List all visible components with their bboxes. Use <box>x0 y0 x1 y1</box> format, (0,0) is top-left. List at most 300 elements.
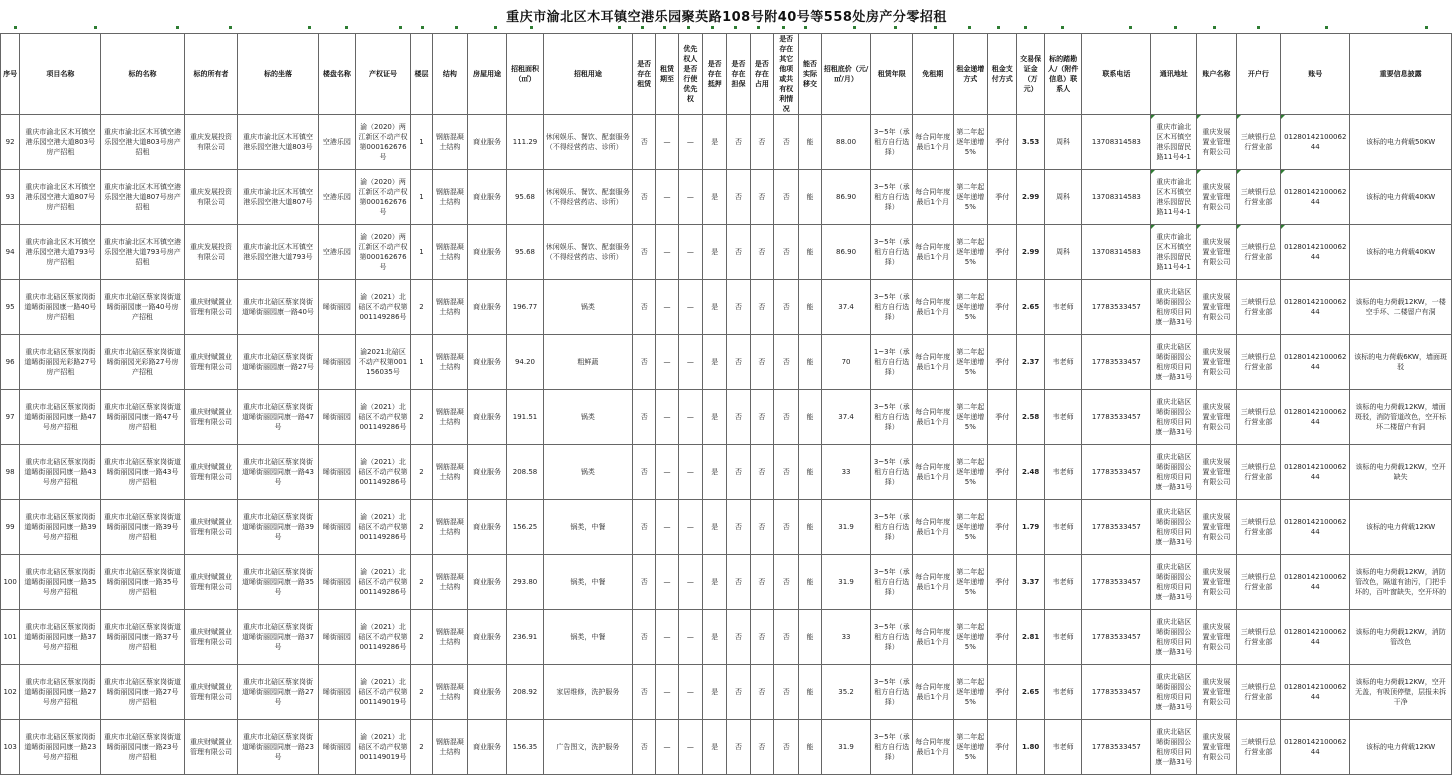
table-cell[interactable]: 97 <box>1 390 20 445</box>
table-cell[interactable]: 2.99 <box>1017 170 1044 225</box>
table-cell[interactable]: 35.2 <box>821 665 871 720</box>
table-cell[interactable]: 晞街丽园 <box>318 280 356 335</box>
table-cell[interactable]: 重庆市北碚区蔡家岗街道晞街丽园同康一路43号房产招租 <box>101 445 184 500</box>
table-cell[interactable]: 重庆发展置业管理有限公司 <box>1197 720 1237 775</box>
table-cell[interactable]: 是 <box>703 665 727 720</box>
table-cell[interactable]: 95.68 <box>507 170 544 225</box>
table-cell[interactable]: 否 <box>633 225 656 280</box>
table-cell[interactable]: 该标的电力荷载12KW，一楼空手坏、二楼留户有洞 <box>1350 280 1452 335</box>
table-cell[interactable]: 晞街丽园 <box>318 665 356 720</box>
table-cell[interactable]: 商业服务 <box>467 390 507 445</box>
table-cell[interactable]: 锅类 <box>543 445 632 500</box>
table-cell[interactable]: 重庆发展置业管理有限公司 <box>1197 170 1237 225</box>
table-cell[interactable]: 季付 <box>988 610 1017 665</box>
table-cell[interactable]: 该标的电力荷载12KW，消防管改色，隔道有油污，门把手坏的，百叶窗缺失，空开坏的 <box>1350 555 1452 610</box>
column-header[interactable]: 产权证号 <box>356 34 411 115</box>
table-cell[interactable]: 晞街丽园 <box>318 720 356 775</box>
table-cell[interactable]: 每合同年度最后1个月 <box>913 280 954 335</box>
table-cell[interactable]: 否 <box>633 500 656 555</box>
table-cell[interactable]: 否 <box>774 335 799 390</box>
table-cell[interactable]: 每合同年度最后1个月 <box>913 610 954 665</box>
table-cell[interactable]: 重庆财赋置业管理有限公司 <box>184 665 238 720</box>
table-cell[interactable]: 第二年起逐年递增5% <box>953 225 987 280</box>
table-cell[interactable]: 重庆市渝北区木耳镇空港乐园空港大道803号 <box>238 115 318 170</box>
table-cell[interactable]: 第二年起逐年递增5% <box>953 170 987 225</box>
table-cell[interactable]: 商业服务 <box>467 280 507 335</box>
table-cell[interactable]: — <box>656 335 678 390</box>
table-cell[interactable]: 否 <box>727 390 750 445</box>
table-cell[interactable]: 晞街丽园 <box>318 610 356 665</box>
table-cell[interactable]: 31.9 <box>821 720 871 775</box>
table-cell[interactable]: — <box>656 665 678 720</box>
table-cell[interactable]: 1 <box>410 225 432 280</box>
column-header[interactable]: 招租面积（㎡） <box>507 34 544 115</box>
table-cell[interactable]: 第二年起逐年递增5% <box>953 280 987 335</box>
table-cell[interactable]: 88.00 <box>821 115 871 170</box>
table-cell[interactable]: 否 <box>727 335 750 390</box>
column-header[interactable]: 联系电话 <box>1082 34 1151 115</box>
table-cell[interactable]: 锅类，中餐 <box>543 500 632 555</box>
table-cell[interactable]: 渝2021北碚区不动产权第001156035号 <box>356 335 411 390</box>
table-cell[interactable]: 94 <box>1 225 20 280</box>
table-cell[interactable]: 渝（2021）北碚区不动产权第001149286号 <box>356 610 411 665</box>
table-cell[interactable]: 1 <box>410 170 432 225</box>
table-cell[interactable]: 重庆发展置业管理有限公司 <box>1197 445 1237 500</box>
column-header[interactable]: 开户行 <box>1236 34 1281 115</box>
table-cell[interactable]: 重庆发展置业管理有限公司 <box>1197 225 1237 280</box>
table-cell[interactable]: 重庆市北碚区蔡家岗街道晞街丽园同康一路23号房产招租 <box>101 720 184 775</box>
table-cell[interactable]: — <box>678 280 702 335</box>
table-cell[interactable]: 重庆市北碚区蔡家岗街道晞街丽园同康一路37号 <box>238 610 318 665</box>
table-cell[interactable]: 是 <box>703 225 727 280</box>
table-cell[interactable]: 每合同年度最后1个月 <box>913 720 954 775</box>
table-cell[interactable]: 商业服务 <box>467 665 507 720</box>
column-header[interactable]: 楼盘名称 <box>318 34 356 115</box>
table-cell[interactable]: 该标的电力荷载40KW <box>1350 170 1452 225</box>
table-cell[interactable]: 重庆市渝北区木耳镇空港乐园空港大道793号房产招租 <box>101 225 184 280</box>
table-cell[interactable]: 渝（2020）两江新区不动产权第000162676号 <box>356 170 411 225</box>
table-cell[interactable]: 2 <box>410 500 432 555</box>
table-cell[interactable]: 晞街丽园 <box>318 335 356 390</box>
table-cell[interactable]: 3~5年（承租方自行选择） <box>871 610 913 665</box>
table-cell[interactable]: 否 <box>750 170 773 225</box>
table-cell[interactable]: 否 <box>727 500 750 555</box>
table-cell[interactable]: 商业服务 <box>467 610 507 665</box>
table-cell[interactable]: 否 <box>633 445 656 500</box>
table-cell[interactable]: 三峡银行总行营业部 <box>1236 720 1281 775</box>
table-cell[interactable]: 否 <box>727 170 750 225</box>
table-cell[interactable]: 重庆财赋置业管理有限公司 <box>184 335 238 390</box>
table-cell[interactable]: 否 <box>633 280 656 335</box>
table-cell[interactable]: 钢筋混凝土结构 <box>433 500 467 555</box>
table-cell[interactable]: 重庆市渝北区木耳镇空港乐园空港大道793号房产招租 <box>20 225 101 280</box>
table-cell[interactable]: 重庆市北碚区蔡家岗街道晞街丽园同康一路35号 <box>238 555 318 610</box>
table-cell[interactable]: 韦老师 <box>1044 280 1082 335</box>
table-cell[interactable]: 3~5年（承租方自行选择） <box>871 170 913 225</box>
table-cell[interactable]: 韦老师 <box>1044 335 1082 390</box>
table-cell[interactable]: 该标的电力荷载6KW，墙面斑驳 <box>1350 335 1452 390</box>
table-cell[interactable]: 93 <box>1 170 20 225</box>
table-cell[interactable]: 三峡银行总行营业部 <box>1236 115 1281 170</box>
table-cell[interactable]: 否 <box>774 280 799 335</box>
table-cell[interactable]: — <box>656 280 678 335</box>
table-cell[interactable]: 该标的电力荷载12KW，空开无盖，有吸顶停壁，层报未拆干净 <box>1350 665 1452 720</box>
table-cell[interactable]: 休闲娱乐、餐饮、配套服务（不得经营药店、诊所） <box>543 170 632 225</box>
column-header[interactable]: 序号 <box>1 34 20 115</box>
table-cell[interactable]: 否 <box>774 445 799 500</box>
column-header[interactable]: 优先权人是否行使优先权 <box>678 34 702 115</box>
table-cell[interactable]: 否 <box>774 170 799 225</box>
table-cell[interactable]: 37.4 <box>821 280 871 335</box>
table-cell[interactable]: 该标的电力荷载12KW，墙面斑驳，消防管道改色，空开标坏二楼留户有洞 <box>1350 390 1452 445</box>
table-cell[interactable]: 重庆市北碚区蔡家岗街道晞街丽园同康一路37号房产招租 <box>20 610 101 665</box>
table-cell[interactable]: 重庆北碚区晞街丽园公租房项目同康一路31号 <box>1151 390 1197 445</box>
table-cell[interactable]: — <box>656 445 678 500</box>
column-header[interactable]: 重要信息披露 <box>1350 34 1452 115</box>
table-cell[interactable]: 否 <box>774 720 799 775</box>
column-header[interactable]: 招租用途 <box>543 34 632 115</box>
table-cell[interactable]: 渝（2021）北碚区不动产权第001149286号 <box>356 390 411 445</box>
table-cell[interactable]: 否 <box>727 225 750 280</box>
table-cell[interactable]: 0128014210006244 <box>1281 170 1350 225</box>
table-cell[interactable]: 该标的电力荷载40KW <box>1350 225 1452 280</box>
table-cell[interactable]: 重庆发展置业管理有限公司 <box>1197 335 1237 390</box>
table-cell[interactable]: 否 <box>774 500 799 555</box>
table-cell[interactable]: 是 <box>703 555 727 610</box>
table-cell[interactable]: 重庆市北碚区蔡家岗街道晞街丽园同康一路23号 <box>238 720 318 775</box>
table-cell[interactable]: 每合同年度最后1个月 <box>913 115 954 170</box>
table-cell[interactable]: 韦老师 <box>1044 665 1082 720</box>
table-cell[interactable]: 31.9 <box>821 500 871 555</box>
table-cell[interactable]: 渝（2021）北碚区不动产权第001149019号 <box>356 665 411 720</box>
table-cell[interactable]: 重庆市北碚区蔡家岗街道晞街丽园同康一路37号房产招租 <box>101 610 184 665</box>
table-cell[interactable]: 重庆市北碚区蔡家岗街道晞街丽园光彩路27号房产招租 <box>101 335 184 390</box>
table-cell[interactable]: 2 <box>410 610 432 665</box>
table-cell[interactable]: 是 <box>703 390 727 445</box>
table-cell[interactable]: 每合同年度最后1个月 <box>913 555 954 610</box>
column-header[interactable]: 楼层 <box>410 34 432 115</box>
table-cell[interactable]: 韦老师 <box>1044 555 1082 610</box>
table-cell[interactable]: 重庆发展置业管理有限公司 <box>1197 280 1237 335</box>
table-cell[interactable]: 重庆市渝北区木耳镇空港乐园留民路11号4-1 <box>1151 115 1197 170</box>
column-header[interactable]: 通讯地址 <box>1151 34 1197 115</box>
column-header[interactable]: 是否存在占用 <box>750 34 773 115</box>
table-cell[interactable]: 该标的电力荷载12KW <box>1350 720 1452 775</box>
table-cell[interactable]: 2.81 <box>1017 610 1044 665</box>
table-cell[interactable]: 钢筋混凝土结构 <box>433 390 467 445</box>
table-cell[interactable]: 重庆市渝北区木耳镇空港乐园空港大道803号房产招租 <box>20 115 101 170</box>
table-cell[interactable]: 0128014210006244 <box>1281 555 1350 610</box>
table-cell[interactable]: 三峡银行总行营业部 <box>1236 665 1281 720</box>
table-cell[interactable]: 重庆市北碚区蔡家岗街道晞街丽园同康一路47号 <box>238 390 318 445</box>
table-cell[interactable]: 能 <box>799 720 821 775</box>
table-cell[interactable]: 是 <box>703 610 727 665</box>
table-cell[interactable]: 第二年起逐年递增5% <box>953 555 987 610</box>
table-cell[interactable]: — <box>656 390 678 445</box>
table-cell[interactable]: 否 <box>633 115 656 170</box>
table-cell[interactable]: 重庆发展置业管理有限公司 <box>1197 115 1237 170</box>
column-header[interactable]: 是否存在其它他项或共有权利情况 <box>774 34 799 115</box>
table-cell[interactable]: 13708314583 <box>1082 170 1151 225</box>
table-cell[interactable]: 重庆市北碚区蔡家岗街道晞街丽园同康一路43号房产招租 <box>20 445 101 500</box>
table-cell[interactable]: 商业服务 <box>467 555 507 610</box>
table-cell[interactable]: 92 <box>1 115 20 170</box>
table-cell[interactable]: 否 <box>727 665 750 720</box>
table-cell[interactable]: 重庆北碚区晞街丽园公租房项目同康一路31号 <box>1151 335 1197 390</box>
table-cell[interactable]: 重庆北碚区晞街丽园公租房项目同康一路31号 <box>1151 555 1197 610</box>
table-cell[interactable]: 休闲娱乐、餐饮、配套服务（不得经营药店、诊所） <box>543 225 632 280</box>
column-header[interactable]: 交易保证金（万元） <box>1017 34 1044 115</box>
column-header[interactable]: 标的所有者 <box>184 34 238 115</box>
table-cell[interactable]: 渝（2021）北碚区不动产权第001149286号 <box>356 280 411 335</box>
table-cell[interactable]: — <box>678 610 702 665</box>
column-header[interactable]: 租赁期至 <box>656 34 678 115</box>
table-cell[interactable]: 重庆财赋置业管理有限公司 <box>184 555 238 610</box>
table-cell[interactable]: 3~5年（承租方自行选择） <box>871 500 913 555</box>
table-cell[interactable]: 否 <box>750 500 773 555</box>
table-cell[interactable]: 重庆北碚区晞街丽园公租房项目同康一路31号 <box>1151 665 1197 720</box>
table-cell[interactable]: 渝（2020）两江新区不动产权第000162676号 <box>356 225 411 280</box>
table-cell[interactable]: 0128014210006244 <box>1281 445 1350 500</box>
table-cell[interactable]: 季付 <box>988 555 1017 610</box>
table-cell[interactable]: 31.9 <box>821 555 871 610</box>
table-cell[interactable]: 否 <box>727 610 750 665</box>
table-cell[interactable]: 否 <box>750 445 773 500</box>
table-cell[interactable]: 否 <box>750 555 773 610</box>
table-cell[interactable]: 第二年起逐年递增5% <box>953 335 987 390</box>
table-cell[interactable]: 每合同年度最后1个月 <box>913 390 954 445</box>
table-cell[interactable]: 1 <box>410 335 432 390</box>
table-cell[interactable]: 重庆财赋置业管理有限公司 <box>184 390 238 445</box>
table-cell[interactable]: 重庆市渝北区木耳镇空港乐园空港大道807号房产招租 <box>20 170 101 225</box>
table-cell[interactable]: 99 <box>1 500 20 555</box>
table-cell[interactable]: 第二年起逐年递增5% <box>953 610 987 665</box>
table-cell[interactable]: 3~5年（承租方自行选择） <box>871 115 913 170</box>
table-cell[interactable]: 重庆市渝北区木耳镇空港乐园留民路11号4-1 <box>1151 225 1197 280</box>
table-cell[interactable]: 是 <box>703 445 727 500</box>
table-cell[interactable]: 能 <box>799 665 821 720</box>
table-cell[interactable]: 0128014210006244 <box>1281 115 1350 170</box>
table-cell[interactable]: — <box>678 390 702 445</box>
table-cell[interactable]: 每合同年度最后1个月 <box>913 335 954 390</box>
table-cell[interactable]: 否 <box>727 280 750 335</box>
table-cell[interactable]: 33 <box>821 445 871 500</box>
table-cell[interactable]: 钢筋混凝土结构 <box>433 170 467 225</box>
table-cell[interactable]: 70 <box>821 335 871 390</box>
table-cell[interactable]: 季付 <box>988 335 1017 390</box>
table-cell[interactable]: 重庆发展置业管理有限公司 <box>1197 665 1237 720</box>
table-cell[interactable]: 100 <box>1 555 20 610</box>
table-cell[interactable]: 否 <box>633 390 656 445</box>
table-cell[interactable]: 能 <box>799 335 821 390</box>
table-cell[interactable]: 渝（2020）两江新区不动产权第000162676号 <box>356 115 411 170</box>
table-cell[interactable]: 重庆市北碚区蔡家岗街道晞街丽园同康一路23号房产招租 <box>20 720 101 775</box>
table-cell[interactable]: — <box>678 335 702 390</box>
table-cell[interactable]: — <box>656 170 678 225</box>
table-cell[interactable]: 208.92 <box>507 665 544 720</box>
table-cell[interactable]: 该标的电力荷载12KW，消防管改色 <box>1350 610 1452 665</box>
table-cell[interactable]: 否 <box>633 335 656 390</box>
table-cell[interactable]: 否 <box>774 390 799 445</box>
table-cell[interactable]: 该标的电力荷载12KW，空开缺失 <box>1350 445 1452 500</box>
table-cell[interactable]: 季付 <box>988 115 1017 170</box>
column-header[interactable]: 租金递增方式 <box>953 34 987 115</box>
table-cell[interactable]: 2.37 <box>1017 335 1044 390</box>
table-cell[interactable]: 37.4 <box>821 390 871 445</box>
table-cell[interactable]: 三峡银行总行营业部 <box>1236 445 1281 500</box>
table-cell[interactable]: 季付 <box>988 665 1017 720</box>
table-cell[interactable]: 重庆财赋置业管理有限公司 <box>184 720 238 775</box>
table-cell[interactable]: 0128014210006244 <box>1281 390 1350 445</box>
table-cell[interactable]: 锅类 <box>543 390 632 445</box>
table-cell[interactable]: 季付 <box>988 170 1017 225</box>
table-cell[interactable]: 191.51 <box>507 390 544 445</box>
table-cell[interactable]: 三峡银行总行营业部 <box>1236 280 1281 335</box>
table-cell[interactable]: 重庆市北碚区蔡家岗街道晞街丽园同康一路47号房产招租 <box>20 390 101 445</box>
table-cell[interactable]: 能 <box>799 280 821 335</box>
table-cell[interactable]: 每合同年度最后1个月 <box>913 500 954 555</box>
table-cell[interactable]: 否 <box>750 225 773 280</box>
table-cell[interactable]: 重庆市渝北区木耳镇空港乐园空港大道807号 <box>238 170 318 225</box>
table-cell[interactable]: 2 <box>410 445 432 500</box>
table-cell[interactable]: 1.80 <box>1017 720 1044 775</box>
table-cell[interactable]: 重庆市北碚区蔡家岗街道晞街丽园康一路40号房产招租 <box>101 280 184 335</box>
table-cell[interactable]: 锅类，中餐 <box>543 610 632 665</box>
table-cell[interactable]: 重庆发展置业管理有限公司 <box>1197 500 1237 555</box>
table-cell[interactable]: 能 <box>799 170 821 225</box>
table-cell[interactable]: 否 <box>750 390 773 445</box>
table-cell[interactable]: 102 <box>1 665 20 720</box>
table-cell[interactable]: 能 <box>799 500 821 555</box>
table-cell[interactable]: 商业服务 <box>467 115 507 170</box>
table-cell[interactable]: 重庆发展置业管理有限公司 <box>1197 390 1237 445</box>
table-cell[interactable]: 111.29 <box>507 115 544 170</box>
table-cell[interactable]: 第二年起逐年递增5% <box>953 500 987 555</box>
table-cell[interactable]: 能 <box>799 555 821 610</box>
table-cell[interactable]: 商业服务 <box>467 500 507 555</box>
table-cell[interactable]: 三峡银行总行营业部 <box>1236 500 1281 555</box>
table-cell[interactable]: 重庆发展置业管理有限公司 <box>1197 555 1237 610</box>
table-cell[interactable]: 3.37 <box>1017 555 1044 610</box>
table-cell[interactable]: 2.99 <box>1017 225 1044 280</box>
table-cell[interactable]: 家居维修，洗护服务 <box>543 665 632 720</box>
table-cell[interactable]: 季付 <box>988 225 1017 280</box>
table-cell[interactable]: 重庆市北碚区蔡家岗街道晞街丽园同康一路39号房产招租 <box>101 500 184 555</box>
table-cell[interactable]: 商业服务 <box>467 445 507 500</box>
table-cell[interactable]: 重庆市渝北区木耳镇空港乐园留民路11号4-1 <box>1151 170 1197 225</box>
table-cell[interactable]: 钢筋混凝土结构 <box>433 225 467 280</box>
table-cell[interactable]: 否 <box>633 720 656 775</box>
table-cell[interactable]: 渝（2021）北碚区不动产权第001149019号 <box>356 720 411 775</box>
table-cell[interactable]: 锅类 <box>543 280 632 335</box>
table-cell[interactable]: 重庆财赋置业管理有限公司 <box>184 280 238 335</box>
table-cell[interactable]: — <box>678 555 702 610</box>
table-cell[interactable]: 钢筋混凝土结构 <box>433 720 467 775</box>
table-cell[interactable]: — <box>656 610 678 665</box>
table-cell[interactable]: — <box>656 500 678 555</box>
table-cell[interactable]: 重庆市渝北区木耳镇空港乐园空港大道807号房产招租 <box>101 170 184 225</box>
table-cell[interactable]: 否 <box>774 115 799 170</box>
table-cell[interactable]: 三峡银行总行营业部 <box>1236 610 1281 665</box>
table-cell[interactable]: 渝（2021）北碚区不动产权第001149286号 <box>356 555 411 610</box>
table-cell[interactable]: 3~5年（承租方自行选择） <box>871 445 913 500</box>
table-cell[interactable]: 2.65 <box>1017 280 1044 335</box>
column-header[interactable]: 租金支付方式 <box>988 34 1017 115</box>
table-cell[interactable]: 0128014210006244 <box>1281 665 1350 720</box>
table-cell[interactable]: 三峡银行总行营业部 <box>1236 390 1281 445</box>
table-cell[interactable]: 季付 <box>988 445 1017 500</box>
table-cell[interactable]: 98 <box>1 445 20 500</box>
table-cell[interactable]: 第二年起逐年递增5% <box>953 445 987 500</box>
table-cell[interactable]: 粗鲜蔬 <box>543 335 632 390</box>
table-cell[interactable]: 否 <box>774 555 799 610</box>
table-cell[interactable]: 商业服务 <box>467 225 507 280</box>
table-cell[interactable]: 每合同年度最后1个月 <box>913 225 954 280</box>
table-cell[interactable]: 空港乐园 <box>318 170 356 225</box>
table-cell[interactable]: 商业服务 <box>467 335 507 390</box>
table-cell[interactable]: 该标的电力荷载12KW <box>1350 500 1452 555</box>
table-cell[interactable]: 293.80 <box>507 555 544 610</box>
table-cell[interactable]: 否 <box>633 665 656 720</box>
table-cell[interactable]: 晞街丽园 <box>318 445 356 500</box>
table-cell[interactable]: 103 <box>1 720 20 775</box>
table-cell[interactable]: 钢筋混凝土结构 <box>433 665 467 720</box>
table-cell[interactable]: 17783533457 <box>1082 335 1151 390</box>
table-cell[interactable]: 17783533457 <box>1082 280 1151 335</box>
table-cell[interactable]: 重庆北碚区晞街丽园公租房项目同康一路31号 <box>1151 500 1197 555</box>
table-cell[interactable]: 196.77 <box>507 280 544 335</box>
table-cell[interactable]: 重庆发展投资有限公司 <box>184 170 238 225</box>
table-cell[interactable]: — <box>678 500 702 555</box>
table-cell[interactable]: 季付 <box>988 720 1017 775</box>
column-header[interactable]: 免租期 <box>913 34 954 115</box>
table-cell[interactable]: 否 <box>633 610 656 665</box>
table-cell[interactable]: 2 <box>410 390 432 445</box>
table-cell[interactable]: 重庆发展置业管理有限公司 <box>1197 610 1237 665</box>
table-cell[interactable]: 重庆市渝北区木耳镇空港乐园空港大道803号房产招租 <box>101 115 184 170</box>
table-cell[interactable]: 否 <box>750 115 773 170</box>
table-cell[interactable]: 3~5年（承租方自行选择） <box>871 665 913 720</box>
table-cell[interactable]: 季付 <box>988 500 1017 555</box>
table-cell[interactable]: 重庆北碚区晞街丽园公租房项目同康一路31号 <box>1151 445 1197 500</box>
table-cell[interactable]: 17783533457 <box>1082 555 1151 610</box>
table-cell[interactable]: 第二年起逐年递增5% <box>953 665 987 720</box>
table-cell[interactable]: 2 <box>410 720 432 775</box>
table-cell[interactable]: 该标的电力荷载50KW <box>1350 115 1452 170</box>
table-cell[interactable]: 2 <box>410 555 432 610</box>
table-cell[interactable]: 17783533457 <box>1082 720 1151 775</box>
table-cell[interactable]: 每合同年度最后1个月 <box>913 170 954 225</box>
column-header[interactable]: 标的踏勘人/（附件信息）联系人 <box>1044 34 1082 115</box>
table-cell[interactable]: 锅类，中餐 <box>543 555 632 610</box>
column-header[interactable]: 结构 <box>433 34 467 115</box>
table-cell[interactable]: 否 <box>727 720 750 775</box>
table-cell[interactable]: 每合同年度最后1个月 <box>913 665 954 720</box>
table-cell[interactable]: 3~5年（承租方自行选择） <box>871 555 913 610</box>
table-cell[interactable]: 0128014210006244 <box>1281 335 1350 390</box>
table-cell[interactable]: 否 <box>750 280 773 335</box>
table-cell[interactable]: 重庆北碚区晞街丽园公租房项目同康一路31号 <box>1151 720 1197 775</box>
table-cell[interactable]: 休闲娱乐、餐饮、配套服务（不得经营药店、诊所） <box>543 115 632 170</box>
column-header[interactable]: 是否存在担保 <box>727 34 750 115</box>
table-cell[interactable]: 韦老师 <box>1044 445 1082 500</box>
table-cell[interactable]: 重庆发展投资有限公司 <box>184 115 238 170</box>
table-cell[interactable]: 重庆市北碚区蔡家岗街道晞街丽园光彩路27号房产招租 <box>20 335 101 390</box>
table-cell[interactable]: 否 <box>750 335 773 390</box>
table-cell[interactable]: 0128014210006244 <box>1281 720 1350 775</box>
table-cell[interactable]: — <box>656 225 678 280</box>
table-cell[interactable]: — <box>678 665 702 720</box>
